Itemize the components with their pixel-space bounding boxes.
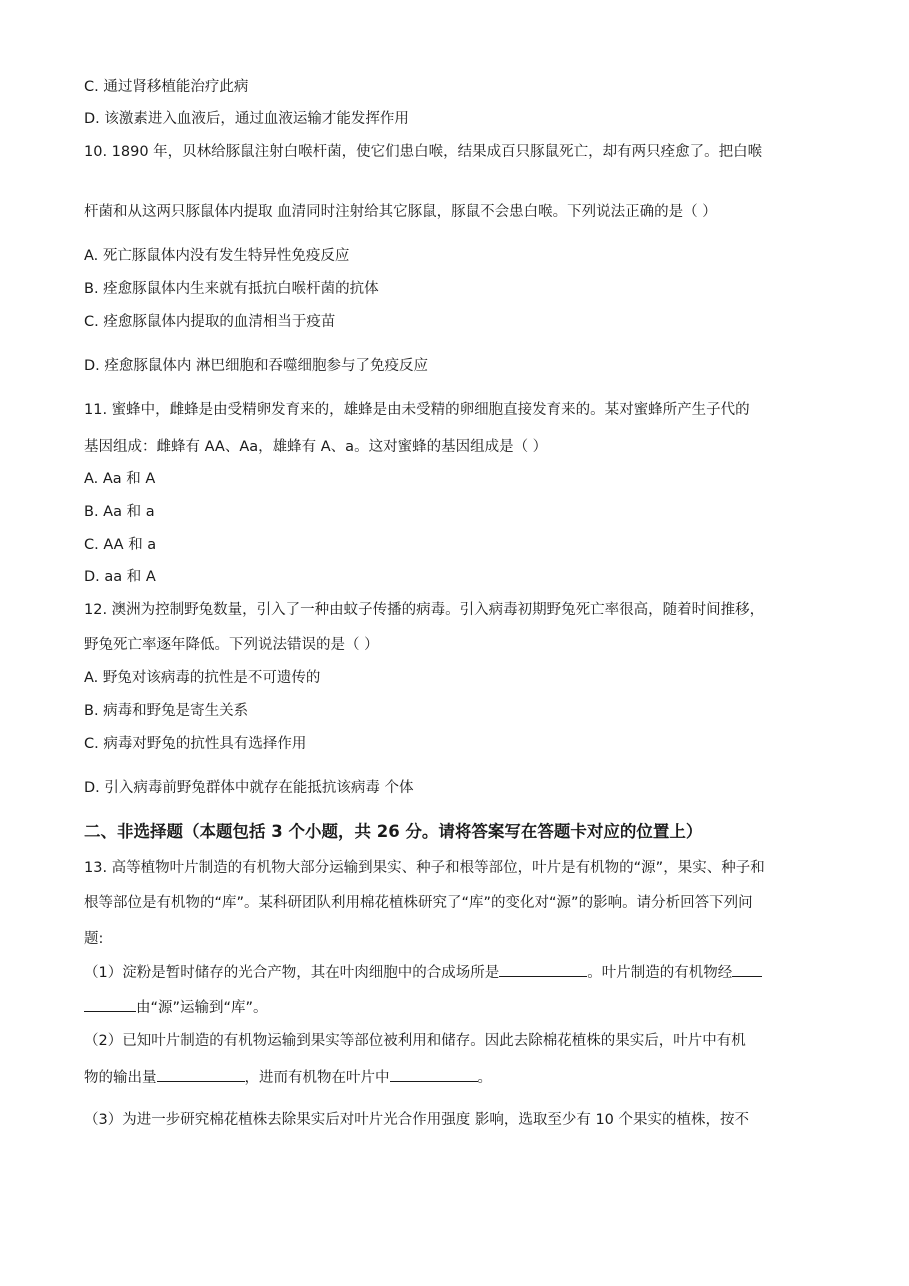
- option-b-q11: B. Aa 和 a: [84, 504, 155, 520]
- question-11-line-2: 基因组成：雌蜂有 AA、Aa，雄蜂有 A、a。这对蜜蜂的基因组成是（ ）: [84, 439, 548, 455]
- option-a-q10: A. 死亡豚鼠体内没有发生特异性免疫反应: [84, 248, 350, 264]
- question-13-line-3: 题:: [84, 931, 104, 947]
- answer-blank-1[interactable]: [499, 962, 587, 977]
- question-12-line-1: 12. 澳洲为控制野兔数量，引入了一种由蚊子传播的病毒。引入病毒初期野兔死亡率很高，随着时间推移，: [84, 602, 765, 618]
- option-d-q12: D. 引入病毒前野兔群体中就存在能抵抗该病毒 个体: [84, 780, 414, 796]
- option-c-q10: C. 痊愈豚鼠体内提取的血清相当于疫苗: [84, 314, 336, 330]
- option-d-q10: D. 痊愈豚鼠体内 淋巴细胞和吞噬细胞参与了免疫反应: [84, 358, 428, 374]
- part-2-text-a: 物的输出量: [84, 1070, 157, 1086]
- answer-blank-2a[interactable]: [732, 962, 762, 977]
- part-1-text-b: 。叶片制造的有机物经: [587, 965, 733, 981]
- question-12-line-2: 野兔死亡率逐年降低。下列说法错误的是（ ）: [84, 637, 379, 653]
- option-d-q9: D. 该激素进入血液后，通过血液运输才能发挥作用: [84, 111, 409, 127]
- question-10-line-1: 10. 1890 年，贝林给豚鼠注射白喉杆菌，使它们患白喉，结果成百只豚鼠死亡，却有两只痊愈了。把白喉: [84, 144, 763, 160]
- option-a-q12: A. 野兔对该病毒的抗性是不可遗传的: [84, 670, 321, 686]
- question-13-part-3-line-1: （3）为进一步研究棉花植株去除果实后对叶片光合作用强度 影响，选取至少有 10 个果实的植株，按不: [84, 1112, 749, 1128]
- option-b-q10: B. 痊愈豚鼠体内生来就有抵抗白喉杆菌的抗体: [84, 281, 379, 297]
- option-c-q9: C. 通过肾移植能治疗此病: [84, 79, 249, 95]
- question-13-line-2: 根等部位是有机物的“库”。某科研团队利用棉花植株研究了“库”的变化对“源”的影响。请分析回答下列问: [84, 895, 753, 911]
- question-13-part-2-line-2: [84, 1067, 492, 1088]
- option-b-q12: B. 病毒和野兔是寄生关系: [84, 703, 249, 719]
- section-heading: 二、非选择题（本题包括 3 个小题，共 26 分。请将答案写在答题卡对应的位置上）: [84, 822, 703, 841]
- question-13-part-1-line-2: [84, 997, 268, 1018]
- option-a-q11: A. Aa 和 A: [84, 471, 156, 487]
- option-c-q11: C. AA 和 a: [84, 537, 157, 553]
- question-10-line-2: 杆菌和从这两只豚鼠体内提取 血清同时注射给其它豚鼠，豚鼠不会患白喉。下列说法正确的是（ ）: [84, 204, 717, 220]
- option-d-q11: D. aa 和 A: [84, 569, 156, 585]
- part-1-text-c: 由“源”运输到“库”。: [136, 1000, 268, 1016]
- question-11-line-1: 11. 蜜蜂中，雌蜂是由受精卵发育来的，雄蜂是由未受精的卵细胞直接发育来的。某对蜜蜂所产生子代的: [84, 402, 750, 418]
- question-13-part-1-line-1: [84, 962, 762, 983]
- question-13-part-2-line-1: （2）已知叶片制造的有机物运输到果实等部位被利用和储存。因此去除棉花植株的果实后，叶片中有机: [84, 1033, 746, 1049]
- part-2-text-c: 。: [477, 1070, 492, 1086]
- part-1-text-a: （1）淀粉是暂时储存的光合产物，其在叶肉细胞中的合成场所是: [84, 965, 500, 981]
- answer-blank-4[interactable]: [390, 1067, 478, 1082]
- answer-blank-2b[interactable]: [84, 997, 136, 1012]
- part-2-text-b: ，进而有机物在叶片中: [244, 1070, 390, 1086]
- question-13-line-1: 13. 高等植物叶片制造的有机物大部分运输到果实、种子和根等部位，叶片是有机物的“源”，果实、种子和: [84, 860, 765, 876]
- option-c-q12: C. 病毒对野兔的抗性具有选择作用: [84, 736, 307, 752]
- answer-blank-3[interactable]: [157, 1067, 245, 1082]
